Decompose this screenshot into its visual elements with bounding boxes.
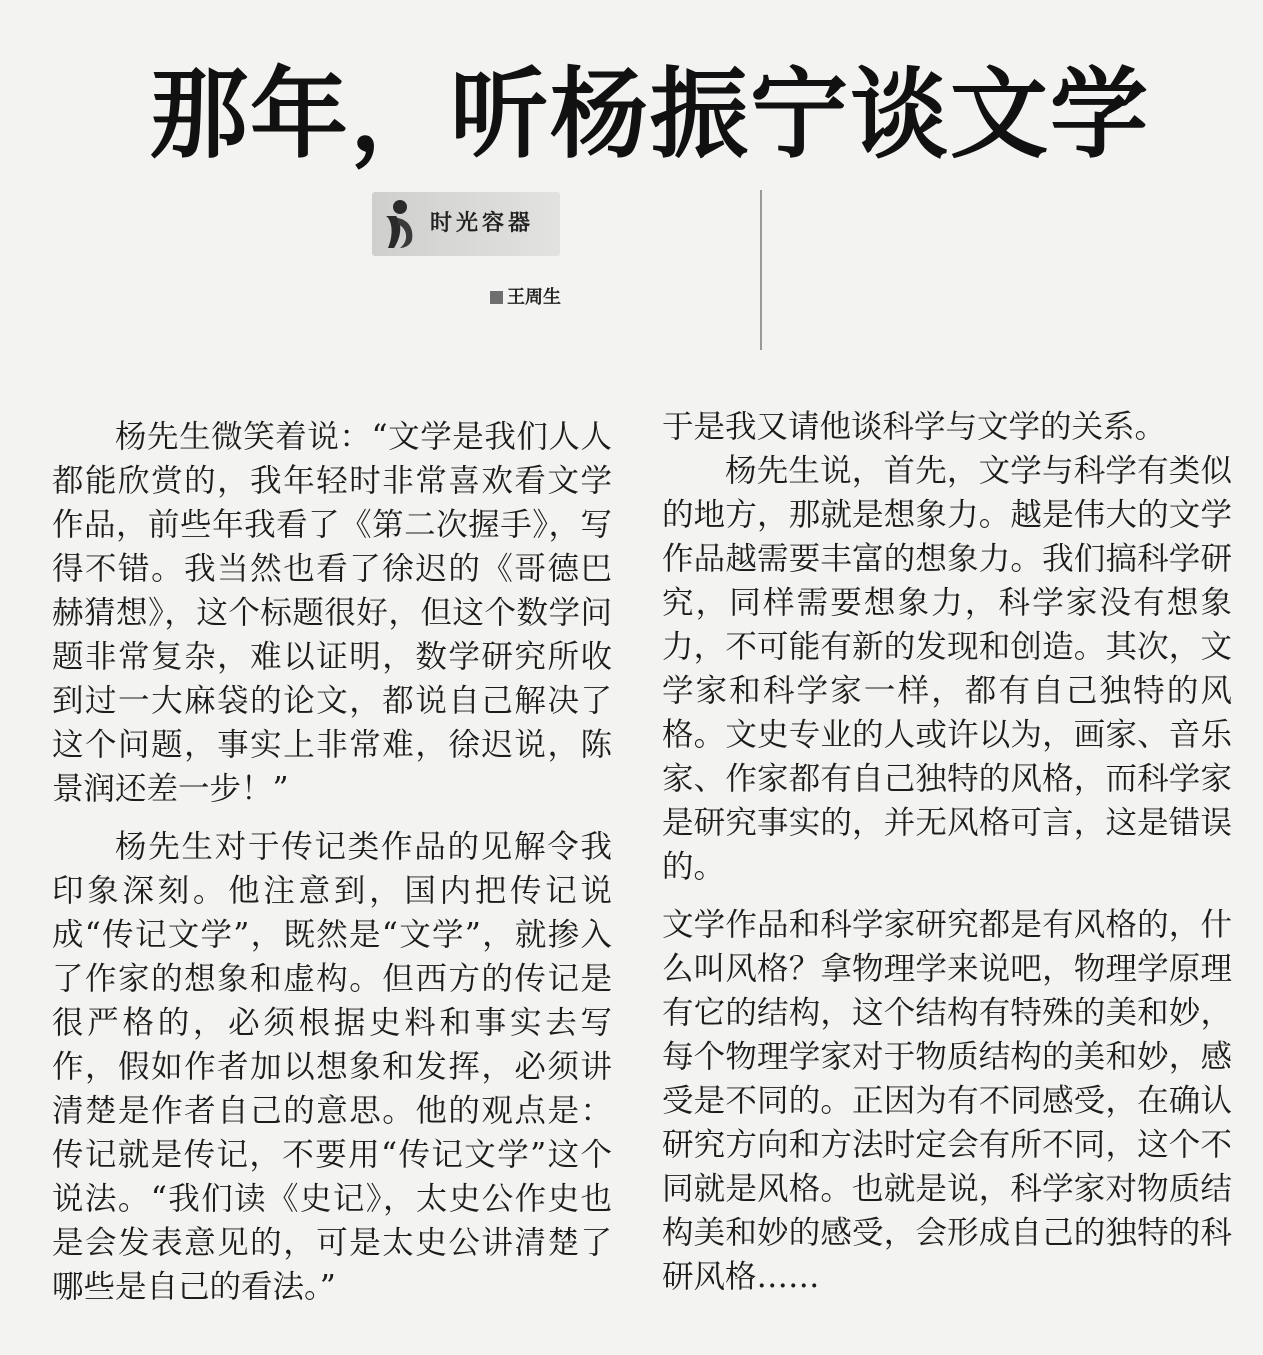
paragraph: 杨先生对于传记类作品的见解令我印象深刻。他注意到，国内把传记说成“传记文学”，既然是“文学”，就掺入了作家的想象和虚构。但西方的传记是很严格的，必须根据史料和事实去写作，假如作者加以想象和发挥，必须讲清楚是作者自己的意思。他的观点是：传记就是传记，不要用“传记文学”这个说法。“我们读《史记》，太史公作史也是会发表意见的，可是太史公讲清楚了哪些是自己的看法。” — [52, 829, 612, 1305]
vertical-divider — [760, 190, 762, 350]
column-badge — [372, 192, 560, 256]
author-byline — [490, 286, 561, 310]
left-column — [52, 415, 612, 1309]
headline: 那年，听杨振宁谈文学 — [150, 58, 1151, 172]
paragraph: 于是我又请他谈科学与文学的关系。 — [662, 409, 1167, 445]
paragraph: 杨先生说，首先，文学与科学有类似的地方，那就是想象力。越是伟大的文学作品越需要丰富的想象力。我们搞科学研究，同样需要想象力，科学家没有想象力，不可能有新的发现和创造。其次，文学家和科学家一样，都有自己独特的风格。文史专业的人或许以为，画家、音乐家、作家都有自己独特的风格，而科学家是研究事实的，并无风格可言，这是错误的。 — [662, 453, 1232, 885]
paragraph: 文学作品和科学家研究都是有风格的，什么叫风格？拿物理学来说吧，物理学原理有它的结构，这个结构有特殊的美和妙，每个物理学家对于物质结构的美和妙，感受是不同的。正因为有不同感受，在确认研究方向和方法时定会有所不同，这个不同就是风格。也就是说，科学家对物质结构美和妙的感受，会形成自己的独特的科研风格…… — [662, 907, 1232, 1295]
author-name: 王周生 — [507, 287, 561, 308]
abstract-figure-logo-icon — [382, 198, 418, 250]
right-column — [662, 405, 1232, 1299]
byline-square-icon — [490, 291, 503, 304]
column-name: 时光容器 — [430, 211, 535, 236]
paragraph: 杨先生微笑着说：“文学是我们人人都能欣赏的，我年轻时非常喜欢看文学作品，前些年我看了《第二次握手》，写得不错。我当然也看了徐迟的《哥德巴赫猜想》，这个标题很好，但这个数学问题非常复杂，难以证明，数学研究所收到过一大麻袋的论文，都说自己解决了这个问题，事实上非常难，徐迟说，陈景润还差一步！” — [52, 419, 612, 807]
